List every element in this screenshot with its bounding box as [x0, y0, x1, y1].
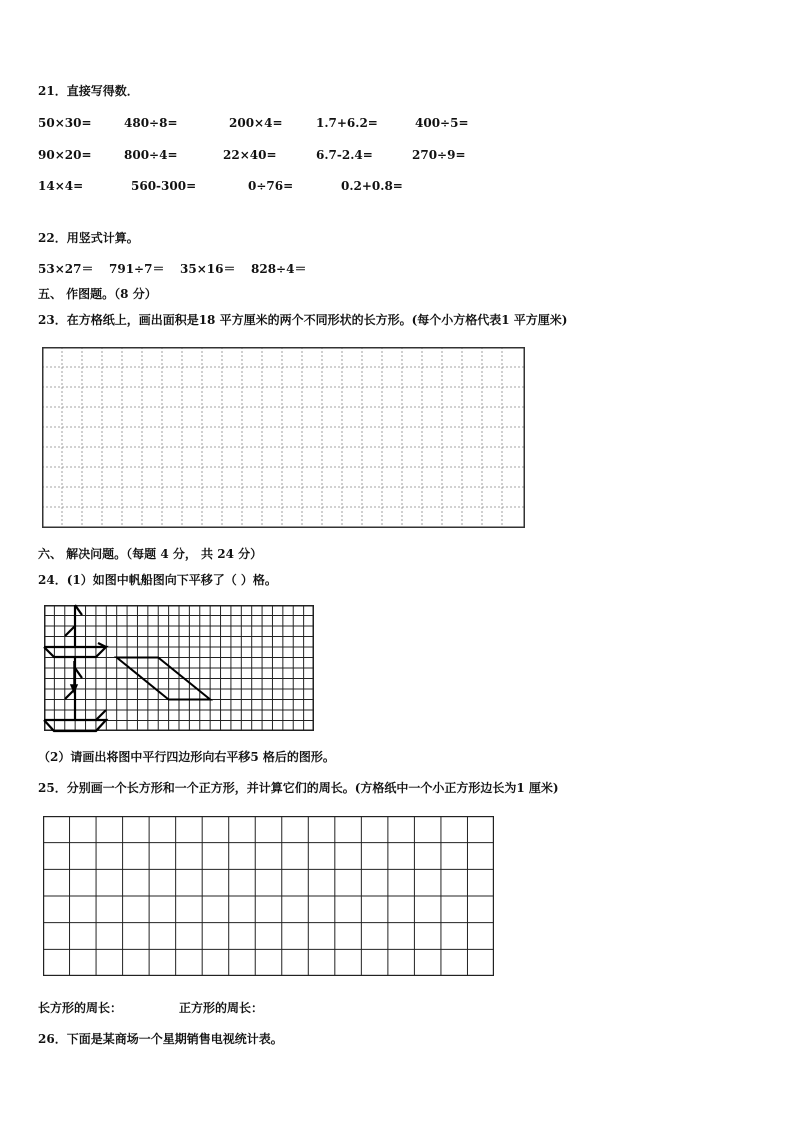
q24-part2-text: （2）请画出将图中平行四边形向右平移5 格后的图形。 — [38, 750, 335, 764]
q21-item: 90×20= — [38, 148, 92, 162]
q23-dotted-grid — [42, 347, 525, 528]
q21-item: 800÷4= — [124, 148, 178, 162]
q21-item: 6.7-2.4= — [316, 148, 373, 162]
q21-item: 1.7+6.2= — [316, 116, 378, 130]
q22-item: 791÷7＝ — [109, 262, 165, 276]
q22-item: 828÷4＝ — [251, 262, 307, 276]
q22-title: 22．用竖式计算。 — [38, 231, 139, 245]
q25-square-perimeter-label: 正方形的周长： — [179, 1001, 264, 1015]
q21-item: 200×4= — [229, 116, 283, 130]
q21-item: 50×30= — [38, 116, 92, 130]
q22-item: 53×27＝ — [38, 262, 94, 276]
q21-item: 270÷9= — [412, 148, 466, 162]
q21-item: 0÷76= — [248, 179, 294, 193]
q25-text: 25．分别画一个长方形和一个正方形，并计算它们的周长。(方格纸中一个小正方形边长为1 厘米) — [38, 781, 559, 795]
q21-item: 480÷8= — [124, 116, 178, 130]
q21-item: 0.2+0.8= — [341, 179, 403, 193]
q26-text: 26．下面是某商场一个星期销售电视统计表。 — [38, 1032, 283, 1046]
q21-item: 400÷5= — [415, 116, 469, 130]
q21-item: 22×40= — [223, 148, 277, 162]
q21-item: 560-300= — [131, 179, 197, 193]
section5-title: 五、 作图题。（8 分） — [38, 287, 157, 301]
section6-title: 六、 解决问题。（每题 4 分， 共 24 分） — [38, 547, 263, 561]
q21-item: 14×4= — [38, 179, 84, 193]
q25-rect-perimeter-label: 长方形的周长： — [38, 1001, 123, 1015]
q24-sailboat-grid-figure — [44, 605, 314, 731]
q21-title: 21．直接写得数． — [38, 84, 139, 98]
q25-square-grid — [43, 816, 494, 976]
q23-text: 23．在方格纸上，画出面积是18 平方厘米的两个不同形状的长方形。(每个小方格代表1 平方厘米) — [38, 313, 568, 327]
q22-item: 35×16＝ — [180, 262, 236, 276]
q24-part1-text: 24．(1）如图中帆船图向下平移了（ ）格。 — [38, 573, 277, 587]
